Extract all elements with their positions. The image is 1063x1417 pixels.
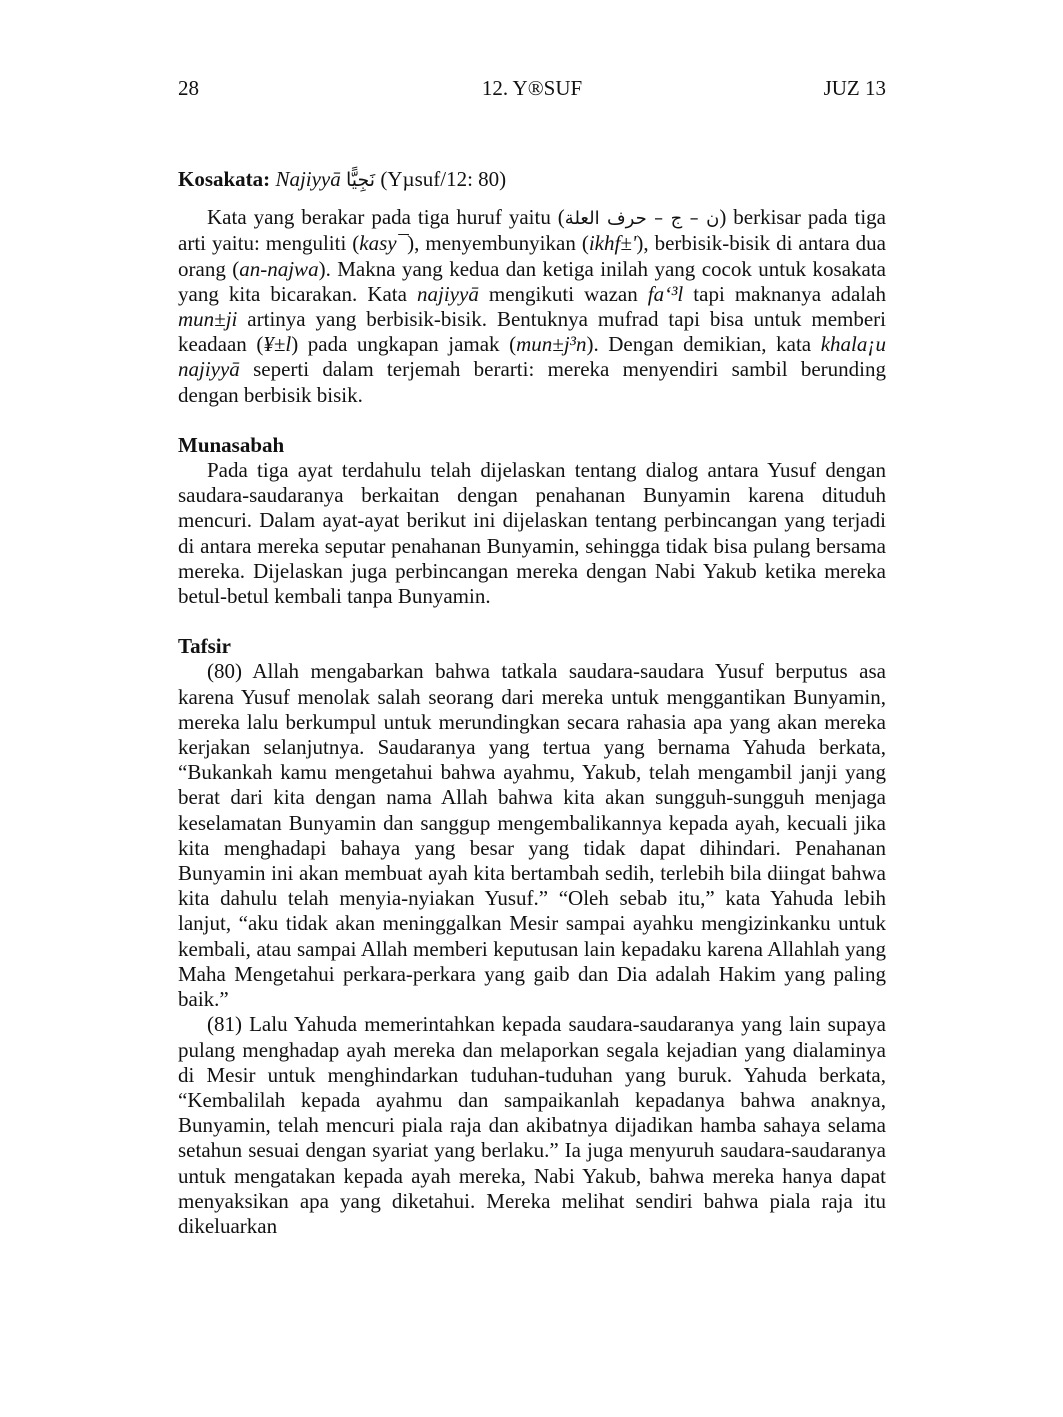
munasabah-paragraph: Pada tiga ayat terdahulu telah dijelaskan tentang dialog antara Yusuf dengan saudara-saudaranya berkaitan dengan penahanan Bunyamin karena dituduh mencuri. Dalam ayat-ayat berikut ini dijelaskan tentang perbincangan yang terjadi di antara mereka seputar penahanan Bunyamin, sehingga tidak bisa pulang bersama mereka. Dijelaskan juga perbincangan mereka dengan Nabi Yakub ketika mereka betul-betul kembali tanpa Bunyamin. <box>178 458 886 609</box>
kosakata-label: Kosakata: <box>178 167 271 191</box>
tafsir-heading: Tafsir <box>178 634 231 659</box>
root-letters-arabic: ن – ج – حرف العلة <box>564 208 720 230</box>
page-number: 28 <box>178 76 199 100</box>
tafsir-paragraph-81: (81) Lalu Yahuda memerintahkan kepada saudara-saudaranya yang lain supaya pulang menghadap ayah mereka dan melaporkan segala kejadian yang dialaminya di Mesir untuk menghindarkan tuduhan-tuduhan yang buruk. Yahuda berkata, “Kembalilah kepada ayahmu dan sampaikanlah kepadanya bahwa anaknya, Bunyamin, telah mencuri piala raja dan akibatnya dijadikan hamba sahaya selama setahun sesuai dengan syariat yang berlaku.” Ia juga menyuruh saudara-saudaranya untuk mengatakan kepada ayah mereka, Nabi Yakub, bahwa mereka hanya dapat menyaksikan apa yang diketahui. Mereka melihat sendiri bahwa piala raja itu dikeluarkan <box>178 1012 886 1238</box>
kosakata-arabic: نَجِيًّا <box>346 169 376 191</box>
page-content <box>178 167 886 1239</box>
kosakata-paragraph: Kata yang berakar pada tiga huruf yaitu (ن – ج – حرف العلة) berkisar pada tiga arti yaitu: menguliti (kasy¯), menyembunyikan (ikhf±'), berbisik-bisik di antara dua orang (an-najwa). Makna yang kedua dan ketiga inilah yang cocok untuk kosakata yang kita bicarakan. Kata najiyyā mengikuti wazan fa‘³l tapi maknanya adalah mun±ji artinya yang berbisik-bisik. Bentuknya mufrad tapi bisa untuk memberi keadaan (¥±l) pada ungkapan jamak (mun±j³n). Dengan demikian, kata khala¡u najiyyā seperti dalam terjemah berarti: mereka menyendiri sambil berunding dengan berbisik bisik. <box>178 205 887 407</box>
tafsir-paragraph-80: (80) Allah mengabarkan bahwa tatkala saudara-saudara Yusuf berputus asa karena Yusuf menolak salah seorang dari mereka untuk menggantikan Bunyamin, mereka lalu berkumpul untuk merundingkan secara rahasia apa yang akan mereka kerjakan selanjutnya. Saudaranya yang tertua yang bernama Yahuda berkata, “Bukankah kamu mengetahui bahwa ayahmu, Yakub, telah mengambil janji yang berat dari kita dengan nama Allah bahwa kita akan sungguh-sungguh menjaga keselamatan Bunyamin dan sanggup mengembalikannya kepada ayah, kecuali jika kita menghadapi bahaya yang besar yang tidak dapat dihindari. Penahanan Bunyamin ini akan membuat ayah kita bertambah sedih, terlebih bila diingat bahwa kita dahulu telah menyia-nyiakan Yusuf.” “Oleh sebab itu,” kata Yahuda lebih lanjut, “aku tidak akan meninggalkan Mesir sampai ayahku mengizinkanku untuk kembali, atau sampai Allah memberi keputusan lain kepadaku karena Allahlah yang Maha Mengetahui perkara-perkara yang gaib dan Dia adalah Hakim yang paling baik.” <box>178 659 886 1012</box>
kosakata-term: Najiyyā <box>275 167 341 191</box>
page-header <box>178 76 886 104</box>
juz-label: JUZ 13 <box>823 76 886 100</box>
kosakata-reference: (Yµsuf/12: 80) <box>380 167 507 191</box>
chapter-title: 12. Y®SUF <box>481 76 583 100</box>
kosakata-heading <box>178 167 886 193</box>
munasabah-heading: Munasabah <box>178 432 285 457</box>
